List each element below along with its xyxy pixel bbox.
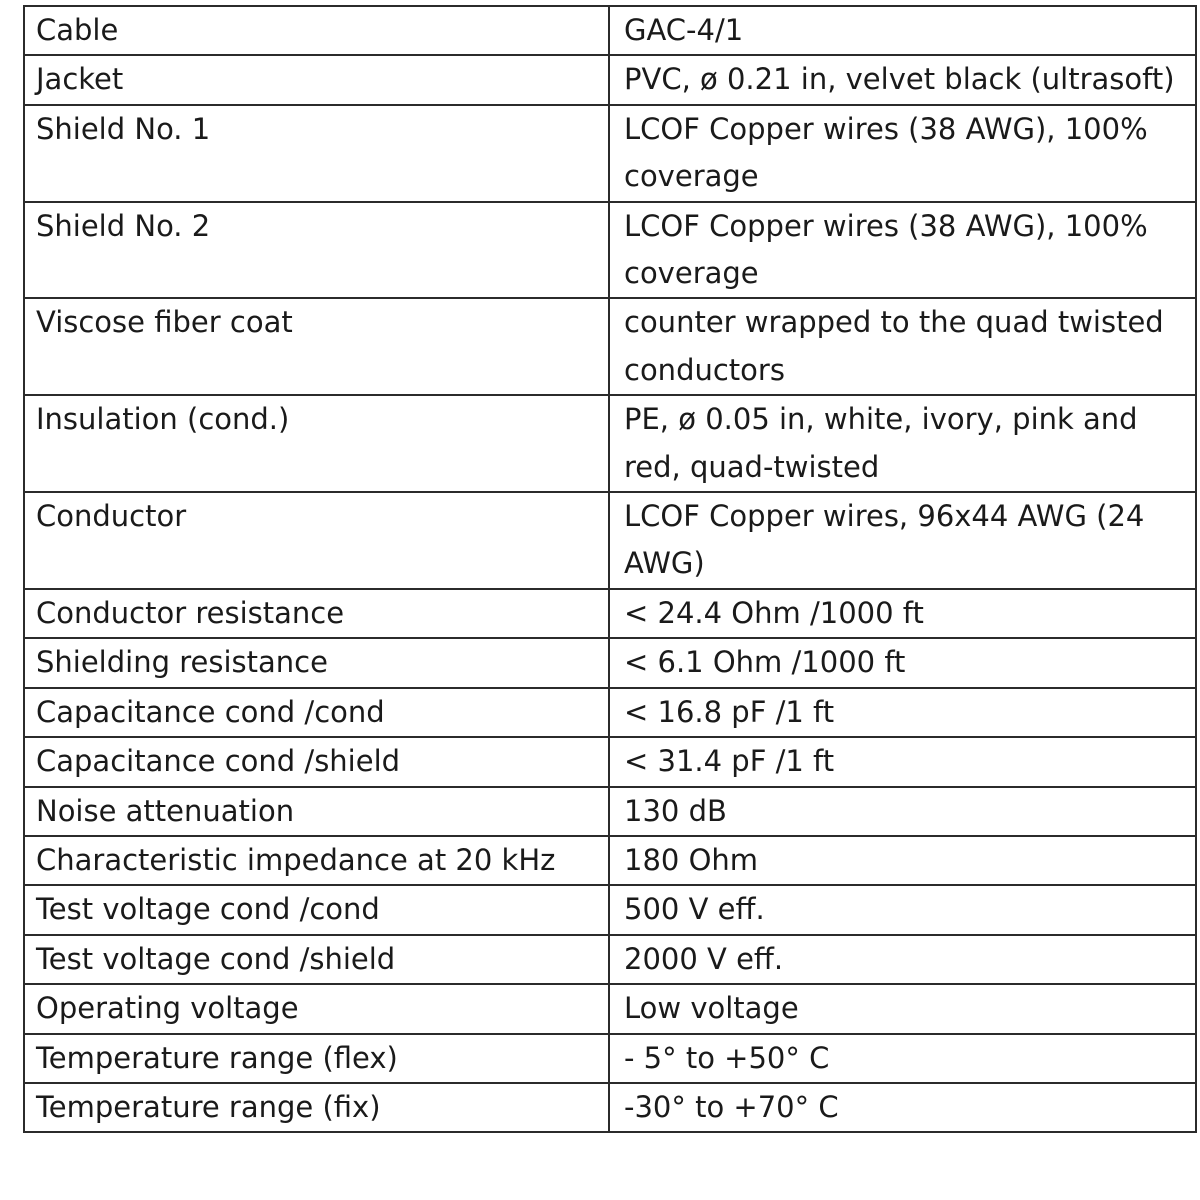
parameter-cell: Characteristic impedance at 20 kHz xyxy=(24,836,609,885)
parameter-cell: Insulation (cond.) xyxy=(24,395,609,492)
value-cell: - 5° to +50° C xyxy=(609,1034,1196,1083)
parameter-cell: Jacket xyxy=(24,55,609,104)
parameter-cell: Shielding resistance xyxy=(24,638,609,687)
value-cell: Low voltage xyxy=(609,984,1196,1033)
table-row xyxy=(24,787,1196,836)
value-cell: counter wrapped to the quad twisted conductors xyxy=(609,298,1196,395)
table-row xyxy=(24,492,1196,589)
table-row xyxy=(24,984,1196,1033)
parameter-cell: Temperature range (fix) xyxy=(24,1083,609,1132)
parameter-cell: Temperature range (flex) xyxy=(24,1034,609,1083)
parameter-cell: Noise attenuation xyxy=(24,787,609,836)
table-row xyxy=(24,105,1196,202)
table-row xyxy=(24,935,1196,984)
value-cell: PVC, ø 0.21 in, velvet black (ultrasoft) xyxy=(609,55,1196,104)
value-cell: LCOF Copper wires (38 AWG), 100% coverage xyxy=(609,202,1196,299)
parameter-cell: Capacitance cond /cond xyxy=(24,688,609,737)
value-cell: PE, ø 0.05 in, white, ivory, pink and red, quad-twisted xyxy=(609,395,1196,492)
table-row xyxy=(24,589,1196,638)
value-cell: < 6.1 Ohm /1000 ft xyxy=(609,638,1196,687)
parameter-cell: Viscose fiber coat xyxy=(24,298,609,395)
table-row xyxy=(24,202,1196,299)
parameter-cell: Conductor resistance xyxy=(24,589,609,638)
parameter-cell: Capacitance cond /shield xyxy=(24,737,609,786)
cable-spec-table xyxy=(23,5,1197,1133)
table-row xyxy=(24,1034,1196,1083)
table-row xyxy=(24,1083,1196,1132)
table-row xyxy=(24,55,1196,104)
table-row xyxy=(24,6,1196,55)
parameter-cell: Shield No. 2 xyxy=(24,202,609,299)
table-row xyxy=(24,885,1196,934)
table-row xyxy=(24,737,1196,786)
value-cell: 500 V eff. xyxy=(609,885,1196,934)
spec-table-body xyxy=(24,6,1196,1132)
value-cell: 130 dB xyxy=(609,787,1196,836)
table-row xyxy=(24,638,1196,687)
parameter-cell: Operating voltage xyxy=(24,984,609,1033)
value-cell: LCOF Copper wires (38 AWG), 100% coverage xyxy=(609,105,1196,202)
value-cell: LCOF Copper wires, 96x44 AWG (24 AWG) xyxy=(609,492,1196,589)
parameter-cell: Test voltage cond /cond xyxy=(24,885,609,934)
parameter-cell: Cable xyxy=(24,6,609,55)
value-cell: GAC-4/1 xyxy=(609,6,1196,55)
table-row xyxy=(24,688,1196,737)
table-row xyxy=(24,298,1196,395)
value-cell: 180 Ohm xyxy=(609,836,1196,885)
value-cell: < 16.8 pF /1 ft xyxy=(609,688,1196,737)
parameter-cell: Test voltage cond /shield xyxy=(24,935,609,984)
parameter-cell: Shield No. 1 xyxy=(24,105,609,202)
value-cell: -30° to +70° C xyxy=(609,1083,1196,1132)
table-row xyxy=(24,836,1196,885)
value-cell: < 24.4 Ohm /1000 ft xyxy=(609,589,1196,638)
parameter-cell: Conductor xyxy=(24,492,609,589)
value-cell: < 31.4 pF /1 ft xyxy=(609,737,1196,786)
value-cell: 2000 V eff. xyxy=(609,935,1196,984)
table-row xyxy=(24,395,1196,492)
